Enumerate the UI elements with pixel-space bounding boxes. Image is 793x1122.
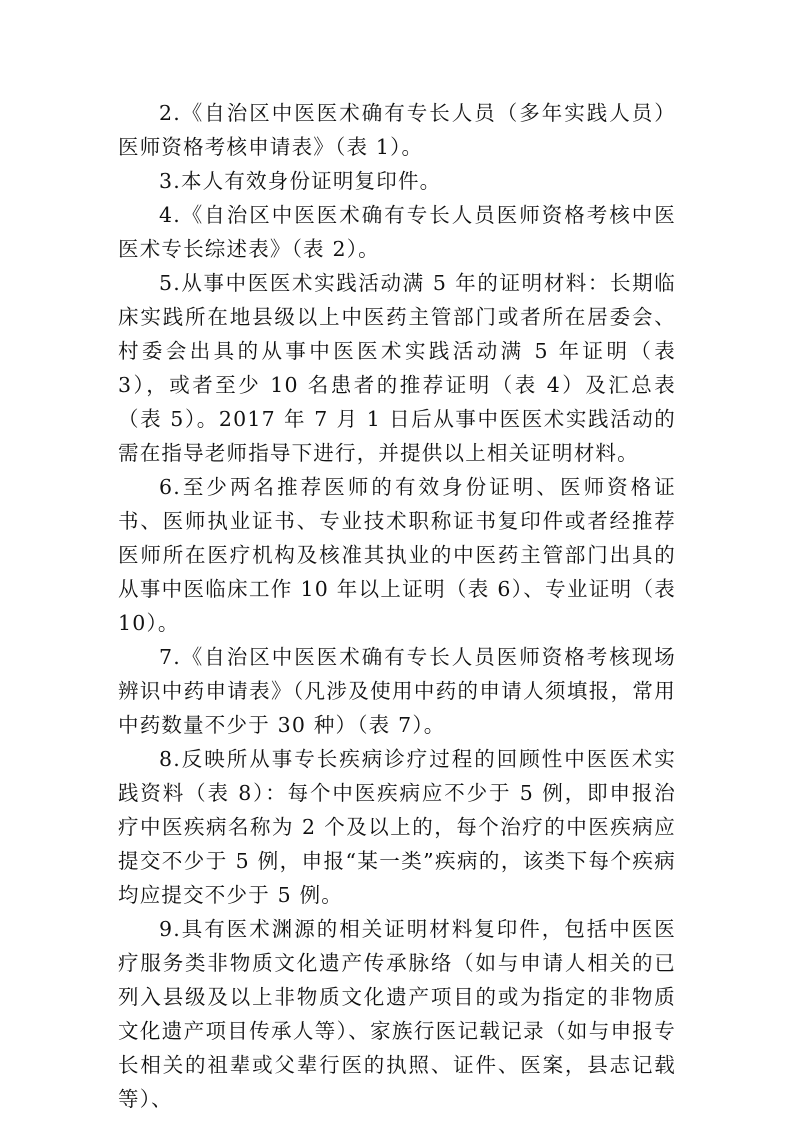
paragraph-item-3: 3.本人有效身份证明复印件。 [159, 169, 442, 193]
paragraph-item-4: 4.《自治区中医医术确有专长人员医师资格考核中医医术专长综述表》（表 2）。 [118, 203, 676, 261]
paragraph-item-7: 7.《自治区中医医术确有专长人员医师资格考核现场辨识中药申请表》（凡涉及使用中药的申请人须填报，常用中药数量不少于 30 种）（表 7）。 [118, 645, 676, 737]
paragraph-item-9: 9.具有医术渊源的相关证明材料复印件，包括中医医疗服务类非物质文化遗产传承脉络（如与申请人相关的已列入县级及以上非物质文化遗产项目的或为指定的非物质文化遗产项目传承人等）、家族行医记载记录（如与申报专长相关的祖辈或父辈行医的执照、证件、医案，县志记载等）、 [118, 917, 676, 1111]
document-body [118, 96, 676, 1116]
paragraph-item-6: 6.至少两名推荐医师的有效身份证明、医师资格证书、医师执业证书、专业技术职称证书复印件或者经推荐医师所在医疗机构及核准其执业的中医药主管部门出具的从事中医临床工作 10 年以上证明（表 6）、专业证明（表 10）。 [118, 475, 676, 635]
paragraph-item-5: 5.从事中医医术实践活动满 5 年的证明材料：长期临床实践所在地县级以上中医药主管部门或者所在居委会、村委会出具的从事中医医术实践活动满 5 年证明（表 3），或者至少 10 名患者的推荐证明（表 4）及汇总表（表 5）。2017 年 7 月 1 日后从事中医医术实践活动的需在指导老师指导下进行，并提供以上相关证明材料。 [118, 271, 676, 465]
paragraph-item-2: 2.《自治区中医医术确有专长人员（多年实践人员）医师资格考核申请表》（表 1）。 [118, 101, 676, 159]
paragraph-item-8: 8.反映所从事专长疾病诊疗过程的回顾性中医医术实践资料（表 8）：每个中医疾病应不少于 5 例，即申报治疗中医疾病名称为 2 个及以上的，每个治疗的中医疾病应提交不少于 5 例，申报“某一类”疾病的，该类下每个疾病均应提交不少于 5 例。 [118, 747, 676, 907]
